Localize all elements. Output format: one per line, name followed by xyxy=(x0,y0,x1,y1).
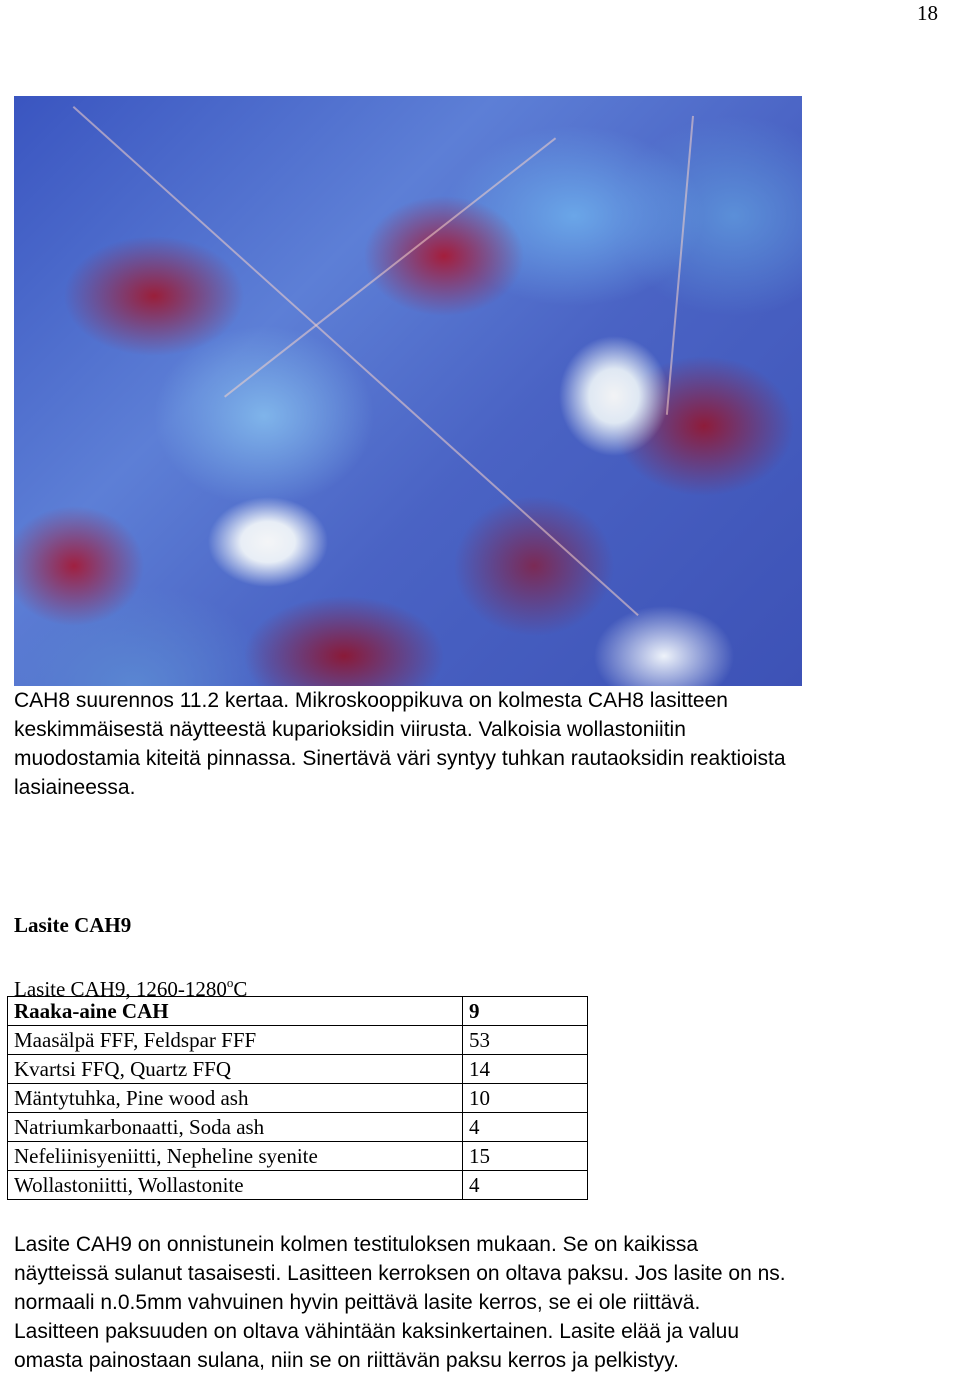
ingredient-name: Mäntytuhka, Pine wood ash xyxy=(8,1084,463,1113)
caption-line: lasiaineessa. xyxy=(14,776,136,799)
body-line: Lasite CAH9 on onnistunein kolmen testituloksen mukaan. Se on kaikissa xyxy=(14,1233,699,1256)
ingredient-name: Wollastoniitti, Wollastonite xyxy=(8,1171,463,1200)
degree-symbol: o xyxy=(226,975,234,990)
microscope-photo xyxy=(14,96,802,686)
caption-line: muodostamia kiteitä pinnassa. Sinertävä väri syntyy tuhkan rautaoksidin reaktioista xyxy=(14,747,786,770)
table-row xyxy=(8,1113,588,1142)
caption-line: CAH8 suurennos 11.2 kertaa. Mikroskooppikuva on kolmesta CAH8 lasitteen xyxy=(14,689,728,712)
table-header-row xyxy=(8,997,588,1026)
table-row xyxy=(8,1055,588,1084)
body-line: näytteissä sulanut tasaisesti. Lasitteen kerroksen on oltava paksu. Jos lasite on ns. xyxy=(14,1262,786,1285)
table-header-amount: 9 xyxy=(463,997,588,1026)
body-line: normaali n.0.5mm vahvuinen hyvin peittävä lasite kerros, se ei ole riittävä. xyxy=(14,1291,701,1314)
photo-caption xyxy=(14,686,914,802)
ingredient-amount: 4 xyxy=(463,1113,588,1142)
body-line: omasta painostaan sulana, niin se on riittävän paksu kerros ja pelkistyy. xyxy=(14,1349,679,1372)
ingredient-name: Maasälpä FFF, Feldspar FFF xyxy=(8,1026,463,1055)
temperature-unit: C xyxy=(233,977,248,1001)
ingredient-amount: 4 xyxy=(463,1171,588,1200)
table-row xyxy=(8,1026,588,1055)
recipe-table xyxy=(7,996,588,1200)
ingredient-amount: 15 xyxy=(463,1142,588,1171)
recipe-heading-text: Lasite CAH9, 1260-1280 xyxy=(14,977,227,1001)
photo-crack-line xyxy=(73,106,639,616)
caption-line: keskimmäisestä näytteestä kuparioksidin viirusta. Valkoisia wollastoniitin xyxy=(14,718,686,741)
ingredient-name: Nefeliinisyeniitti, Nepheline syenite xyxy=(8,1142,463,1171)
ingredient-name: Kvartsi FFQ, Quartz FFQ xyxy=(8,1055,463,1084)
table-row xyxy=(8,1084,588,1113)
ingredient-amount: 14 xyxy=(463,1055,588,1084)
table-row xyxy=(8,1171,588,1200)
ingredient-amount: 53 xyxy=(463,1026,588,1055)
photo-crack-line xyxy=(224,137,556,397)
table-header-name: Raaka-aine CAH xyxy=(8,997,463,1026)
ingredient-amount: 10 xyxy=(463,1084,588,1113)
table-row xyxy=(8,1142,588,1171)
body-line: Lasitteen paksuuden on oltava vähintään kaksinkertainen. Lasite elää ja valuu xyxy=(14,1320,740,1343)
photo-crack-line xyxy=(666,116,694,415)
ingredient-name: Natriumkarbonaatti, Soda ash xyxy=(8,1113,463,1142)
body-paragraph xyxy=(14,1230,944,1375)
section-title: Lasite CAH9 xyxy=(14,913,132,937)
page-number: 18 xyxy=(917,1,938,25)
